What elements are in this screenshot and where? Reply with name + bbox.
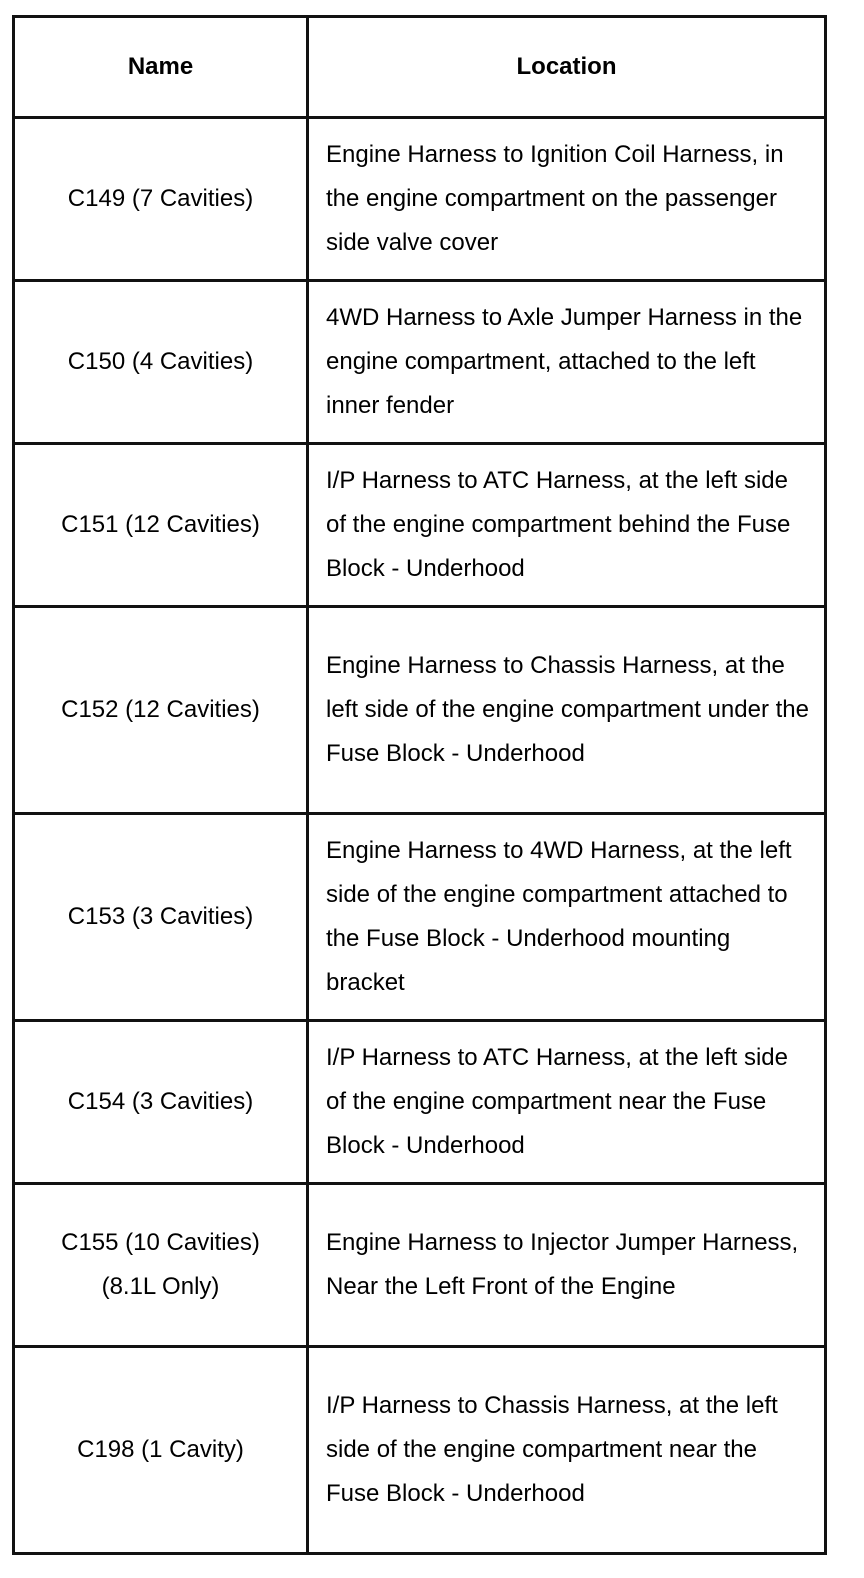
connector-name: C150 (4 Cavities) (67, 348, 254, 375)
header-name: Name (14, 17, 308, 118)
connector-name-cell (14, 607, 308, 814)
connector-location: I/P Harness to ATC Harness, at the left side of the engine compartment near the Fuse Block - Underhood (308, 1021, 826, 1184)
connector-name: C152 (12 Cavities) (61, 696, 260, 723)
connector-location: I/P Harness to Chassis Harness, at the left side of the engine compartment near the Fuse Block - Underhood (308, 1347, 826, 1554)
table-row (14, 607, 826, 814)
header-location: Location (308, 17, 826, 118)
table-row (14, 444, 826, 607)
connector-location: Engine Harness to Chassis Harness, at the left side of the engine compartment under the Fuse Block - Underhood (308, 607, 826, 814)
table-row (14, 118, 826, 281)
table-row (14, 1347, 826, 1554)
header-row (14, 17, 826, 118)
connector-name: C149 (7 Cavities) (67, 185, 254, 212)
connector-name-cell (14, 118, 308, 281)
connector-location: Engine Harness to Injector Jumper Harness, Near the Left Front of the Engine (308, 1184, 826, 1347)
connector-location: Engine Harness to 4WD Harness, at the left side of the engine compartment attached to the Fuse Block - Underhood mounting bracket (308, 814, 826, 1021)
connector-note: (8.1L Only) (101, 1273, 220, 1300)
table-row (14, 814, 826, 1021)
connector-location: Engine Harness to Ignition Coil Harness, in the engine compartment on the passenger side valve cover (308, 118, 826, 281)
connector-name-cell (14, 1021, 308, 1184)
table-row (14, 281, 826, 444)
connector-name: C198 (1 Cavity) (77, 1436, 244, 1463)
connector-location: 4WD Harness to Axle Jumper Harness in the engine compartment, attached to the left inner fender (308, 281, 826, 444)
connector-name-cell (14, 1347, 308, 1554)
connector-name-cell (14, 1184, 308, 1347)
connector-table (12, 15, 827, 1555)
connector-name: C153 (3 Cavities) (67, 903, 254, 930)
connector-name: C154 (3 Cavities) (67, 1088, 254, 1115)
connector-name-cell (14, 444, 308, 607)
connector-name: C151 (12 Cavities) (61, 511, 260, 538)
connector-name-cell (14, 281, 308, 444)
table-row (14, 1184, 826, 1347)
connector-location: I/P Harness to ATC Harness, at the left side of the engine compartment behind the Fuse Block - Underhood (308, 444, 826, 607)
connector-name-cell (14, 814, 308, 1021)
table-row (14, 1021, 826, 1184)
connector-name: C155 (10 Cavities) (61, 1229, 260, 1256)
